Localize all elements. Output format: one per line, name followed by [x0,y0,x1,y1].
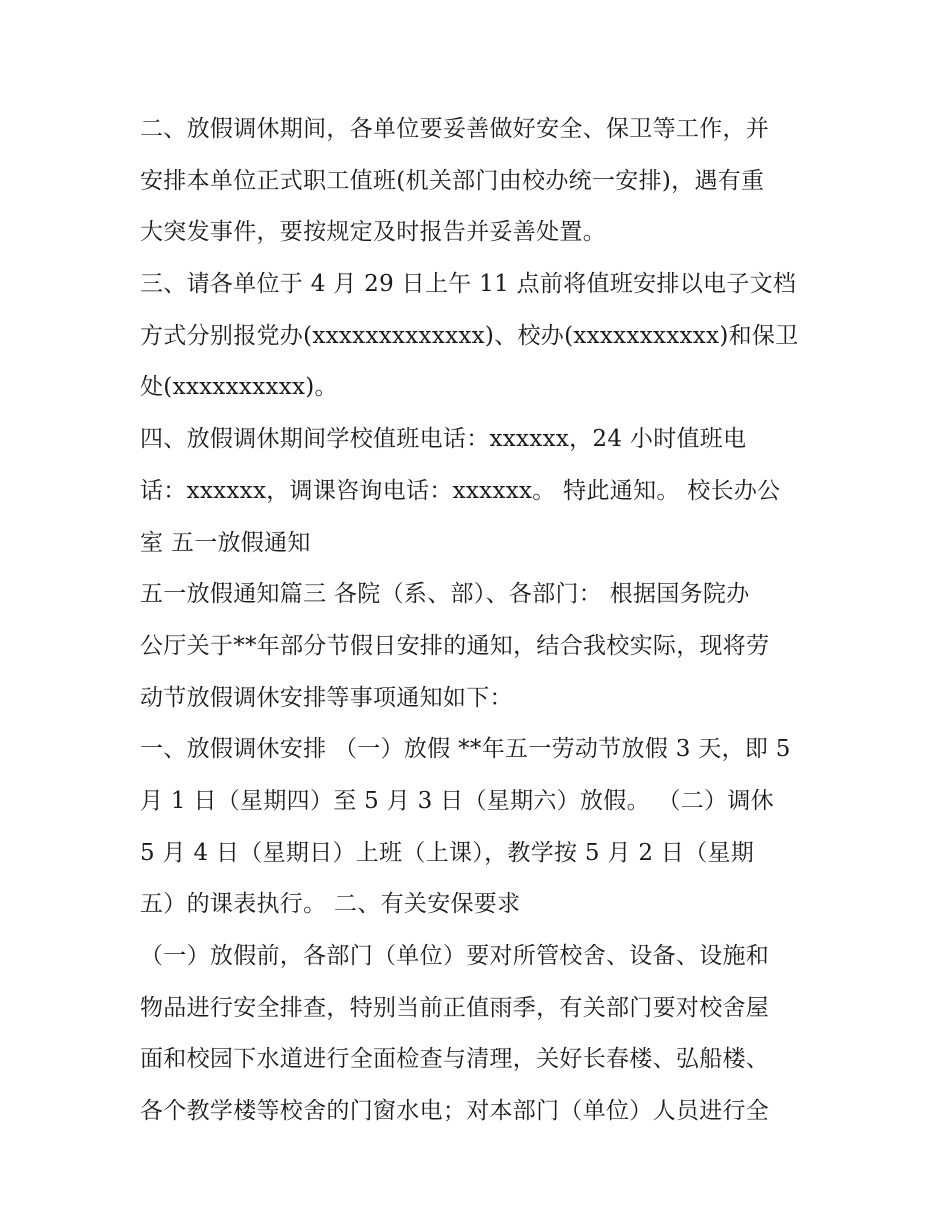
text-line: 二、放假调休期间，各单位要妥善做好安全、保卫等工作，并 [140,116,770,142]
text-line: 大突发事件，要按规定及时报告并妥善处置。 [140,219,606,246]
text-line: 三、请各单位于 4 月 29 日上午 11 点前将值班安排以电子文档 [140,271,797,298]
text-line: （一）放假前，各部门（单位）要对所管校舍、设备、设施和 [140,943,770,969]
text-line: 五）的课表执行。 二、有关安保要求 [140,891,521,918]
text-line: 方式分别报党办(xxxxxxxxxxxxx)、校办(xxxxxxxxxxx)和保卫 [140,322,799,349]
text-line: 5 月 4 日（星期日）上班（上课），教学按 5 月 2 日（星期 [140,839,755,866]
text-line: 各个教学楼等校舍的门窗水电；对本部门（单位）人员进行全 [140,1098,770,1125]
text-line: 一、放假调休安排 （一）放假 **年五一劳动节放假 3 天，即 5 [140,736,791,763]
text-line: 面和校园下水道进行全面检查与清理，关好长春楼、弘船楼、 [140,1046,770,1073]
text-line: 安排本单位正式职工值班(机关部门由校办统一安排)，遇有重 [140,167,765,194]
text-line: 室 五一放假通知 [140,529,311,556]
text-line: 五一放假通知篇三 各院（系、部）、各部门： 根据国务院办 [140,581,750,608]
text-line: 物品进行安全排查，特别当前正值雨季，有关部门要对校舍屋 [140,994,770,1021]
text-line: 月 1 日（星期四）至 5 月 3 日（星期六）放假。 （二）调休 [140,787,774,814]
text-line: 话：xxxxxx，调课咨询电话：xxxxxx。 特此通知。 校长办公 [140,477,781,504]
document-body [140,104,830,1138]
text-line: 处(xxxxxxxxxx)。 [140,374,338,401]
text-line: 四、放假调休期间学校值班电话：xxxxxx，24 小时值班电 [140,426,747,453]
text-line: 动节放假调休安排等事项通知如下： [140,684,513,711]
text-line: 公厅关于**年部分节假日安排的通知，结合我校实际，现将劳 [140,632,770,659]
